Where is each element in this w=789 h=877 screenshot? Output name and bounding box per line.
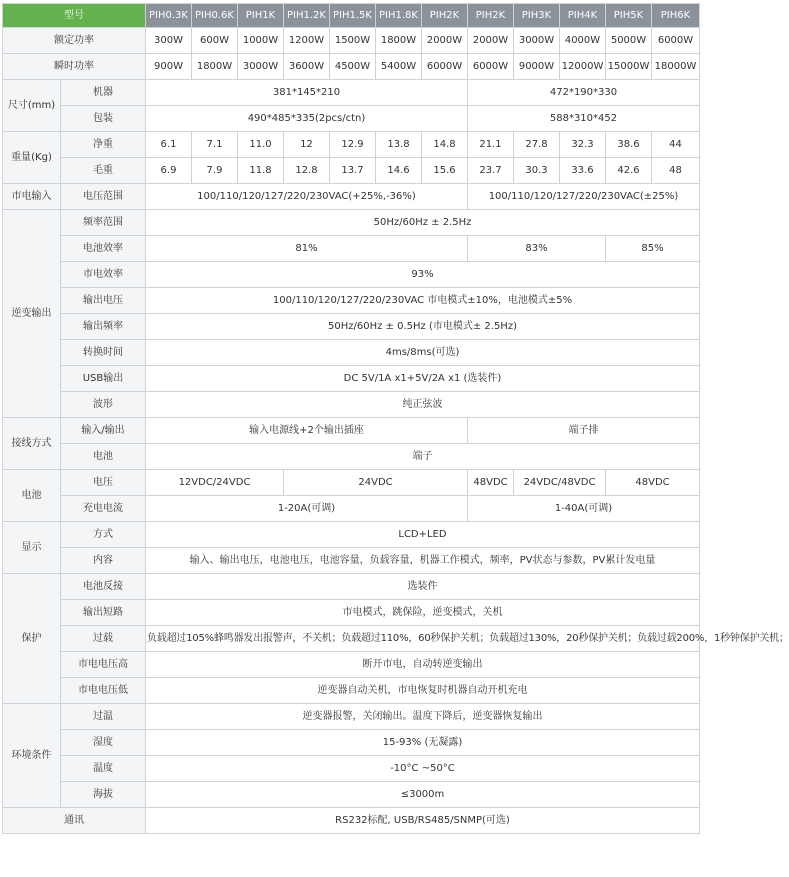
battery-eff-row <box>3 236 700 262</box>
value-cell: 24VDC <box>284 470 468 496</box>
row-label: 毛重 <box>61 158 146 184</box>
category-label: 市电输入 <box>3 184 61 210</box>
value-cell: 4ms/8ms(可选) <box>146 340 700 366</box>
category-label: 尺寸(mm) <box>3 80 61 132</box>
value-cell: 23.7 <box>468 158 514 184</box>
weight-gross-row <box>3 158 700 184</box>
value-cell: 逆变器自动关机，市电恢复时机器自动开机充电 <box>146 678 700 704</box>
display-mode-row <box>3 522 700 548</box>
value-cell: 85% <box>606 236 700 262</box>
value-cell: 4000W <box>560 28 606 54</box>
value-cell: 3000W <box>238 54 284 80</box>
category-label: 环境条件 <box>3 704 61 808</box>
value-cell: 100/110/120/127/220/230VAC 市电模式±10%，电池模式±5% <box>146 288 700 314</box>
size-package-row <box>3 106 700 132</box>
mains-low-row <box>3 678 700 704</box>
short-row <box>3 600 700 626</box>
peak-power-row <box>3 54 700 80</box>
value-cell: 12.8 <box>284 158 330 184</box>
value-cell: 30.3 <box>514 158 560 184</box>
value-cell: DC 5V/1A x1+5V/2A x1 (选装件) <box>146 366 700 392</box>
value-cell: 6.9 <box>146 158 192 184</box>
value-cell: 100/110/120/127/220/230VAC(±25%) <box>468 184 700 210</box>
model-cell: PIH0.6K <box>192 4 238 28</box>
row-label: 湿度 <box>61 730 146 756</box>
row-label: 电压范围 <box>61 184 146 210</box>
model-cell: PIH4K <box>560 4 606 28</box>
value-cell: 4500W <box>330 54 376 80</box>
value-cell: 32.3 <box>560 132 606 158</box>
mains-input-row <box>3 184 700 210</box>
value-cell: 12000W <box>560 54 606 80</box>
model-cell: PIH2K <box>422 4 468 28</box>
transfer-time-row <box>3 340 700 366</box>
row-label: 输出电压 <box>61 288 146 314</box>
value-cell: 900W <box>146 54 192 80</box>
value-cell: 381*145*210 <box>146 80 468 106</box>
row-label: 内容 <box>61 548 146 574</box>
value-cell: 48 <box>652 158 700 184</box>
value-cell: 断开市电，自动转逆变输出 <box>146 652 700 678</box>
value-cell: RS232标配, USB/RS485/SNMP(可选) <box>146 808 700 834</box>
row-label: 电压 <box>61 470 146 496</box>
header-label: 型号 <box>3 4 146 28</box>
row-label: 波形 <box>61 392 146 418</box>
mains-eff-row <box>3 262 700 288</box>
value-cell: 11.8 <box>238 158 284 184</box>
value-cell: 24VDC/48VDC <box>514 470 606 496</box>
value-cell: 15-93% (无凝露) <box>146 730 700 756</box>
value-cell: 1000W <box>238 28 284 54</box>
model-cell: PIH0.3K <box>146 4 192 28</box>
value-cell: 1800W <box>376 28 422 54</box>
value-cell: 2000W <box>468 28 514 54</box>
value-cell: 9000W <box>514 54 560 80</box>
value-cell: 81% <box>146 236 468 262</box>
row-label: 过温 <box>61 704 146 730</box>
value-cell: 端子排 <box>468 418 700 444</box>
value-cell: 1-20A(可调) <box>146 496 468 522</box>
freq-range-row <box>3 210 700 236</box>
model-cell: PIH6K <box>652 4 700 28</box>
model-cell: PIH1K <box>238 4 284 28</box>
altitude-row <box>3 782 700 808</box>
weight-net-row <box>3 132 700 158</box>
value-cell: 38.6 <box>606 132 652 158</box>
value-cell: 1200W <box>284 28 330 54</box>
category-label: 电池 <box>3 470 61 522</box>
value-cell: 50Hz/60Hz ± 2.5Hz <box>146 210 700 236</box>
value-cell: 7.9 <box>192 158 238 184</box>
value-cell: 50Hz/60Hz ± 0.5Hz (市电模式± 2.5Hz) <box>146 314 700 340</box>
value-cell: 15000W <box>606 54 652 80</box>
value-cell: 6.1 <box>146 132 192 158</box>
row-label: 输出短路 <box>61 600 146 626</box>
humidity-row <box>3 730 700 756</box>
value-cell: 44 <box>652 132 700 158</box>
value-cell: 100/110/120/127/220/230VAC(+25%,-36%) <box>146 184 468 210</box>
value-cell: 12 <box>284 132 330 158</box>
out-voltage-row <box>3 288 700 314</box>
wiring-battery-row <box>3 444 700 470</box>
value-cell: 3600W <box>284 54 330 80</box>
value-cell: 15.6 <box>422 158 468 184</box>
value-cell: 2000W <box>422 28 468 54</box>
header-row <box>3 4 700 28</box>
model-cell: PIH5K <box>606 4 652 28</box>
row-label: 市电电压高 <box>61 652 146 678</box>
value-cell: 12VDC/24VDC <box>146 470 284 496</box>
rated-power-row <box>3 28 700 54</box>
row-label: 市电电压低 <box>61 678 146 704</box>
row-label: 电池 <box>61 444 146 470</box>
category-label: 逆变输出 <box>3 210 61 418</box>
value-cell: 1500W <box>330 28 376 54</box>
value-cell: 5000W <box>606 28 652 54</box>
row-label: 市电效率 <box>61 262 146 288</box>
value-cell: 1800W <box>192 54 238 80</box>
value-cell: 83% <box>468 236 606 262</box>
row-label: 过载 <box>61 626 146 652</box>
value-cell: 48VDC <box>468 470 514 496</box>
category-label: 接线方式 <box>3 418 61 470</box>
row-label: 电池效率 <box>61 236 146 262</box>
model-cell: PIH2K <box>468 4 514 28</box>
category-label: 保护 <box>3 574 61 704</box>
overload-row <box>3 626 700 652</box>
row-label: 通讯 <box>3 808 146 834</box>
value-cell: 纯正弦波 <box>146 392 700 418</box>
value-cell: 600W <box>192 28 238 54</box>
value-cell: 21.1 <box>468 132 514 158</box>
out-freq-row <box>3 314 700 340</box>
row-label: 方式 <box>61 522 146 548</box>
value-cell: 93% <box>146 262 700 288</box>
reverse-row <box>3 574 700 600</box>
value-cell: 端子 <box>146 444 700 470</box>
value-cell: 13.8 <box>376 132 422 158</box>
row-label: 机器 <box>61 80 146 106</box>
temperature-row <box>3 756 700 782</box>
communication-row <box>3 808 700 834</box>
row-label: 海拔 <box>61 782 146 808</box>
row-label: 频率范围 <box>61 210 146 236</box>
charge-current-row <box>3 496 700 522</box>
value-cell: 490*485*335(2pcs/ctn) <box>146 106 468 132</box>
value-cell: 输入、输出电压，电池电压，电池容量，负载容量，机器工作模式，频率，PV状态与参数，PV累计发电量 <box>146 548 700 574</box>
wiring-io-row <box>3 418 700 444</box>
overtemp-row <box>3 704 700 730</box>
row-label: USB输出 <box>61 366 146 392</box>
row-label: 充电电流 <box>61 496 146 522</box>
value-cell: 18000W <box>652 54 700 80</box>
row-label: 转换时间 <box>61 340 146 366</box>
usb-row <box>3 366 700 392</box>
value-cell: 27.8 <box>514 132 560 158</box>
model-cell: PIH1.2K <box>284 4 330 28</box>
row-label: 额定功率 <box>3 28 146 54</box>
row-label: 包装 <box>61 106 146 132</box>
value-cell: 12.9 <box>330 132 376 158</box>
value-cell: 11.0 <box>238 132 284 158</box>
model-cell: PIH3K <box>514 4 560 28</box>
row-label: 温度 <box>61 756 146 782</box>
value-cell: -10°C ~50°C <box>146 756 700 782</box>
value-cell: 6000W <box>422 54 468 80</box>
value-cell: 5400W <box>376 54 422 80</box>
battery-voltage-row <box>3 470 700 496</box>
waveform-row <box>3 392 700 418</box>
value-cell: 逆变器报警，关闭输出。温度下降后，逆变器恢复输出 <box>146 704 700 730</box>
value-cell: 300W <box>146 28 192 54</box>
row-label: 输入/输出 <box>61 418 146 444</box>
value-cell: 1-40A(可调) <box>468 496 700 522</box>
value-cell: 6000W <box>652 28 700 54</box>
value-cell: 14.8 <box>422 132 468 158</box>
value-cell: 负载超过105%蜂鸣器发出报警声，不关机；负载超过110%，60秒保护关机；负载超过130%，20秒保护关机；负载过载200%，1秒钟保护关机； <box>146 626 700 652</box>
value-cell: 市电模式，跳保险，逆变模式，关机 <box>146 600 700 626</box>
value-cell: 42.6 <box>606 158 652 184</box>
row-label: 输出频率 <box>61 314 146 340</box>
display-content-row <box>3 548 700 574</box>
row-label: 电池反接 <box>61 574 146 600</box>
value-cell: 48VDC <box>606 470 700 496</box>
value-cell: ≤3000m <box>146 782 700 808</box>
spec-table <box>2 3 789 834</box>
row-label: 净重 <box>61 132 146 158</box>
value-cell: 588*310*452 <box>468 106 700 132</box>
size-machine-row <box>3 80 700 106</box>
value-cell: 472*190*330 <box>468 80 700 106</box>
category-label: 重量(Kg) <box>3 132 61 184</box>
value-cell: LCD+LED <box>146 522 700 548</box>
value-cell: 13.7 <box>330 158 376 184</box>
category-label: 显示 <box>3 522 61 574</box>
row-label: 瞬时功率 <box>3 54 146 80</box>
value-cell: 33.6 <box>560 158 606 184</box>
value-cell: 3000W <box>514 28 560 54</box>
value-cell: 7.1 <box>192 132 238 158</box>
model-cell: PIH1.8K <box>376 4 422 28</box>
value-cell: 输入电源线+2个输出插座 <box>146 418 468 444</box>
value-cell: 选装件 <box>146 574 700 600</box>
value-cell: 6000W <box>468 54 514 80</box>
value-cell: 14.6 <box>376 158 422 184</box>
model-cell: PIH1.5K <box>330 4 376 28</box>
mains-high-row <box>3 652 700 678</box>
